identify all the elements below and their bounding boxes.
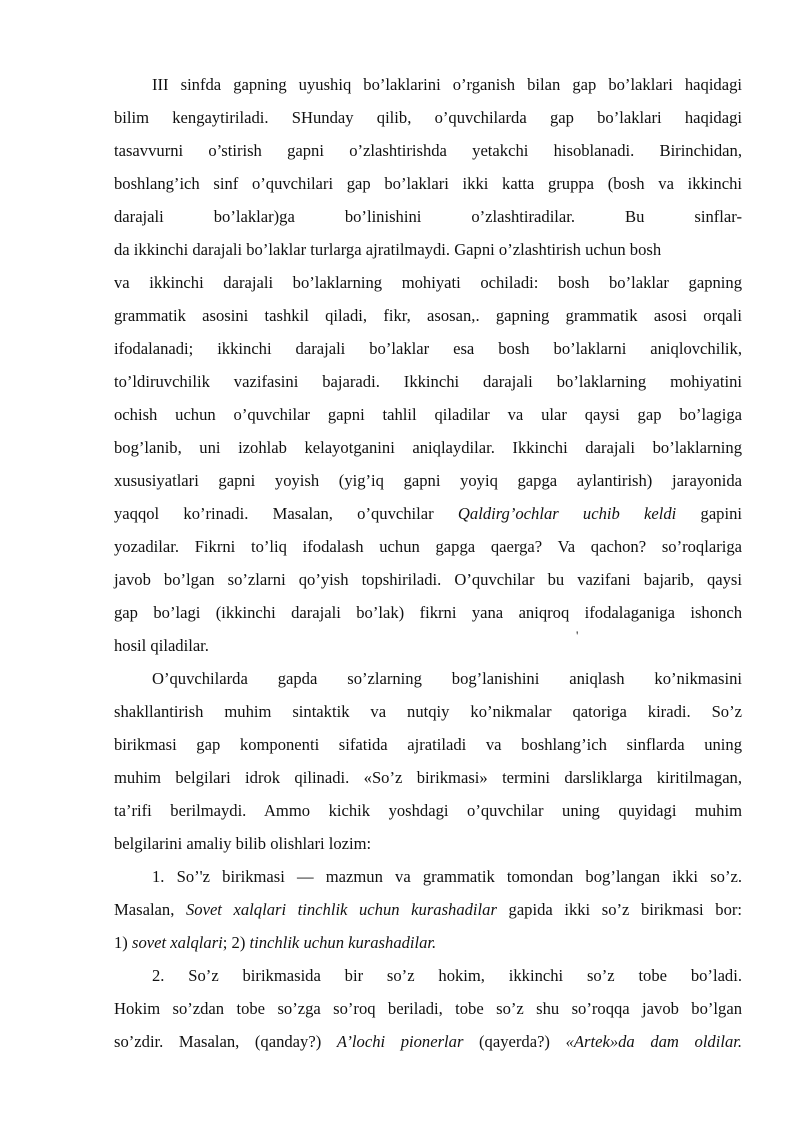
text-line: III sinfda gapning uyushiq bo’laklarini o’rganish bilan gap bo’laklari haqidagi <box>152 75 742 94</box>
text-line: muhim belgilari idrok qilinadi. «So’z birikmasi» termini darsliklarga kiritilmagan, <box>114 768 742 787</box>
text-line: xususiyatlari gapni yoyish (yig’iq gapni yoyiq gapga aylantirish) jarayonida <box>114 471 742 490</box>
text-line: belgilarini amaliy bilib olishlari lozim: <box>114 834 372 853</box>
text-line: 1. So’'z birikmasi — mazmun va grammatik tomondan bog’langan ikki so’z. <box>152 867 742 886</box>
text-line: O’quvchilarda gapda so’zlarning bog’lanishini aniqlash ko’nikmasini <box>152 669 742 688</box>
text-line: javob bo’lgan so’zlarni qo’yish topshiriladi. O’quvchilar bu vazifani bajarib, qaysi <box>114 570 742 589</box>
text-line: da ikkinchi darajali bo’laklar turlarga ajratilmaydi. Gapni o’zlashtirish uchun bosh <box>114 240 662 259</box>
text-line: darajali bo’laklar)ga bo’linishini o’zlashtiradilar. Bu sinflar- <box>114 207 742 226</box>
italic-example-sentence: Qaldirg’ochlar uchib keldi <box>457 504 677 523</box>
text-line: tasavvurni o’stirish gapni o’zlashtirishda yetakchi hisoblanadi. Birinchidan, <box>114 141 742 160</box>
text-line: yozadilar. Fikrni to’liq ifodalash uchun gapga qaerga? Va qachon? so’roqlariga <box>114 537 742 556</box>
text-line: ochish uchun o’quvchilar gapni tahlil qiladilar va ular qaysi gap bo’lagiga <box>114 405 742 424</box>
text-line: 2. So’z birikmasida bir so’z hokim, ikkinchi so’z tobe bo’ladi. <box>152 966 742 985</box>
text-line: va ikkinchi darajali bo’laklarning mohiyati ochiladi: bosh bo’laklar gapning <box>114 273 742 292</box>
italic-example-phrase: A’lochi pionerlar <box>336 1032 464 1051</box>
text-line: so’zdir. Masalan, (qanday?) A’lochi pionerlar (qayerda?) «Artek»da dam oldilar. <box>114 1032 743 1051</box>
italic-example-sentence: Sovet xalqlari tinchlik uchun kurashadilar <box>185 900 497 919</box>
text-line: Masalan, Sovet xalqlari tinchlik uchun kurashadilar gapida ikki so’z birikmasi bor: <box>114 900 742 919</box>
text-line: birikmasi gap komponenti sifatida ajratiladi va boshlang’ich sinflarda uning <box>114 735 742 754</box>
text-line: ta’rifi berilmaydi. Ammo kichik yoshdagi o’quvchilar uning quyidagi muhim <box>114 801 742 820</box>
text-line: grammatik asosini tashkil qiladi, fikr, asosan,. gapning grammatik asosi orqali <box>114 306 742 325</box>
text-line: gap bo’lagi (ikkinchi darajali bo’lak) fikrni yana aniqroq ifodalaganiga ishonch <box>114 603 742 622</box>
stray-mark: ' <box>576 628 579 643</box>
text-line: hosil qiladilar. <box>114 636 209 655</box>
italic-example-phrase: «Artek»da dam oldilar. <box>565 1032 743 1051</box>
italic-word-combination: sovet xalqlari <box>131 933 223 952</box>
text-line: yaqqol ko’rinadi. Masalan, o’quvchilar Qaldirg’ochlar uchib keldi gapini <box>114 504 742 523</box>
text-line: bog’lanib, uni izohlab kelayotganini aniqlaydilar. Ikkinchi darajali bo’laklarning <box>114 438 742 457</box>
text-line: shakllantirish muhim sintaktik va nutqiy ko’nikmalar qatoriga kiradi. So’z <box>114 702 742 721</box>
italic-word-combination: tinchlik uchun kurashadilar. <box>249 933 437 952</box>
text-line: 1) sovet xalqlari; 2) tinchlik uchun kurashadilar. <box>114 933 437 952</box>
text-line: bilim kengaytiriladi. SHunday qilib, o’quvchilarda gap bo’laklari haqidagi <box>114 108 742 127</box>
text-line: boshlang’ich sinf o’quvchilari gap bo’laklari ikki katta gruppa (bosh va ikkinchi <box>114 174 742 193</box>
text-line: Hokim so’zdan tobe so’zga so’roq beriladi, tobe so’z shu so’roqqa javob bo’lgan <box>114 999 742 1018</box>
text-line: ifodalanadi; ikkinchi darajali bo’laklar esa bosh bo’laklarni aniqlovchilik, <box>114 339 742 358</box>
text-line: to’ldiruvchilik vazifasini bajaradi. Ikkinchi darajali bo’laklarning mohiyatini <box>114 372 742 391</box>
